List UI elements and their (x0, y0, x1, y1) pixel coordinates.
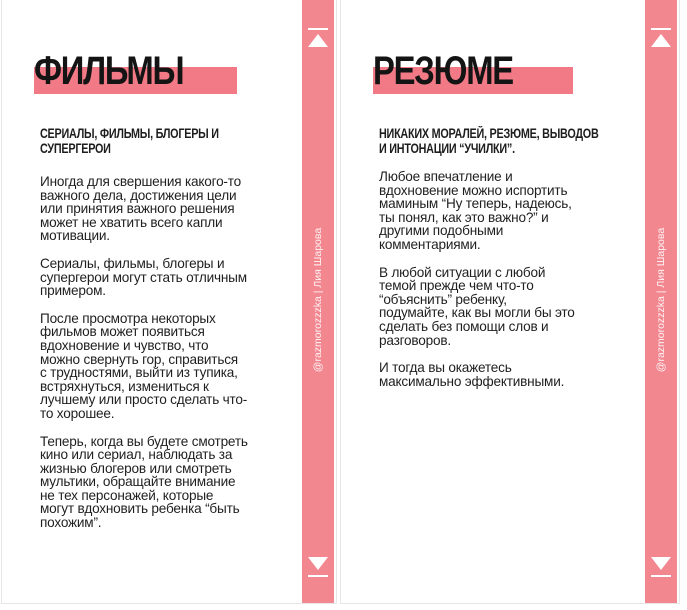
scroll-down-icon[interactable] (651, 557, 671, 570)
scroll-top-line (651, 28, 671, 30)
card-body (40, 175, 290, 544)
scrollbar[interactable] (645, 0, 677, 603)
watermark: @razmorozzzka | Лия Шарова (312, 227, 324, 373)
card-body (379, 170, 624, 402)
paragraph: Иногда для свершения какого-то важного дела, достижения цели или принятия важного решения может не хватить всего капли мотивации. (40, 174, 241, 244)
paragraph: И тогда вы окажетесь максимально эффективными. (379, 360, 565, 389)
watermark: @razmorozzzka | Лия Шарова (655, 227, 667, 373)
card-summary (341, 0, 679, 603)
card-films (2, 0, 336, 603)
scroll-down-icon[interactable] (308, 557, 328, 570)
paragraph: После просмотра некоторых фильмов может появиться вдохновение и чувство, что можно свернуть гор, справиться с трудностями, выйти из тупика, встряхнуться, измениться к лучшему или просто сделать что- то хорошее. (40, 310, 248, 421)
scroll-bottom-line (308, 575, 328, 577)
card-title: РЕЗЮМЕ (373, 49, 513, 93)
title-block (373, 47, 544, 99)
paragraph: Теперь, когда вы будете смотреть кино или сериал, наблюдать за жизнью блогеров или смотреть мультики, обращайте внимание не тех персонажей, которые могут вдохновить ребенка “быть похожим”. (40, 433, 248, 531)
scroll-up-icon[interactable] (308, 34, 328, 47)
scroll-bottom-line (651, 575, 671, 577)
title-block (34, 47, 216, 99)
paragraph: Любое впечатление и вдохновение можно испортить маминым “Ну теперь, надеюсь, ты понял, как это важно?” и другими подобными комментариями. (379, 169, 572, 252)
paragraph: Сериалы, фильмы, блогеры и супергерои могут стать отличным примером. (40, 255, 247, 299)
card-subtitle: НИКАКИХ МОРАЛЕЙ, РЕЗЮМЕ, ВЫВОДОВ И ИНТОНАЦИИ “УЧИЛКИ”. (379, 126, 599, 156)
paragraph: В любой ситуации с любой темой прежде чем что-то “объяснить” ребенку, подумайте, как вы могли бы это сделать без помощи слов и разговоров. (379, 264, 575, 348)
card-subtitle: СЕРИАЛЫ, ФИЛЬМЫ, БЛОГЕРЫ И СУПЕРГЕРОИ (40, 126, 219, 156)
scroll-up-icon[interactable] (651, 34, 671, 47)
scrollbar[interactable] (302, 0, 334, 603)
card-title: ФИЛЬМЫ (34, 49, 184, 93)
scroll-top-line (308, 28, 328, 30)
